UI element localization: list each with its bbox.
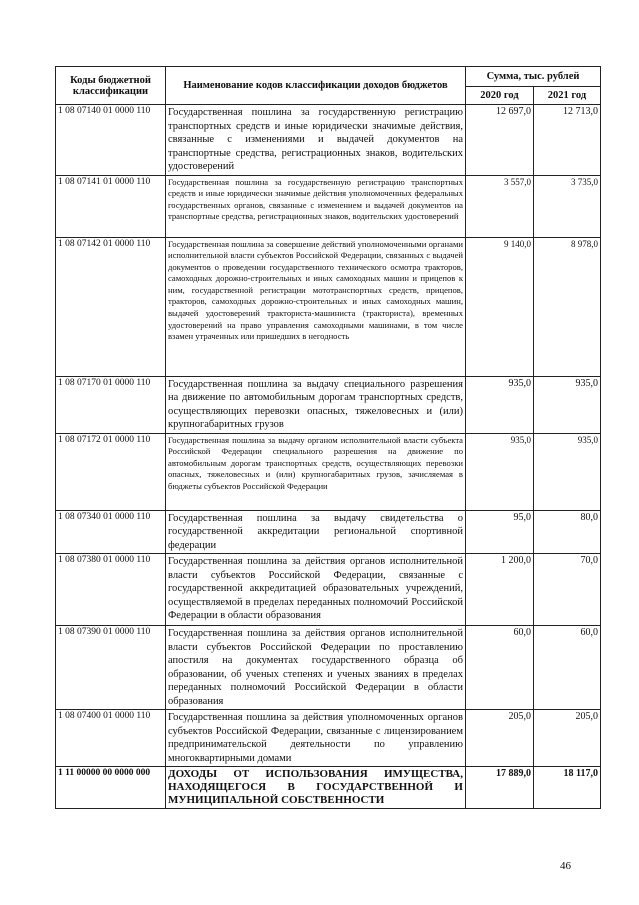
- table-row: [56, 237, 601, 376]
- row-code: 1 08 07170 01 0000 110: [56, 376, 166, 433]
- table-row: [56, 510, 601, 554]
- table-row: [56, 710, 601, 767]
- row-name: Государственная пошлина за государственную регистрацию транспортных средств и иные юридически значимые действия, связанные с изменениями и выдачей документов на транспортные средства, регистрационных знаков, водительских удостоверений: [166, 105, 466, 176]
- header-name: Наименование кодов классификации доходов бюджетов: [166, 67, 466, 105]
- row-name: Государственная пошлина за выдачу органом исполнительной власти субъекта Российской Федерации специального разрешения на движение по автомобильным дорогам транспортных средств, осуществляющих перевозки опасных, тяжеловесных и (или) крупногабаритных грузов, зачисляемая в бюджеты субъектов Российской Федерации: [166, 433, 466, 510]
- table-row: [56, 175, 601, 237]
- table-row: [56, 554, 601, 626]
- row-code: 1 08 07340 01 0000 110: [56, 510, 166, 554]
- row-name: Государственная пошлина за действия органов исполнительной власти субъектов Российской Федерации, связанные с государственной аккредитацией образовательных учреждений, осуществляемой в пределах переданных полномочий Российской Федерации в области образования: [166, 554, 466, 626]
- budget-revenue-table: [55, 66, 601, 809]
- row-value-2021: 205,0: [534, 710, 601, 767]
- row-value-2020: 60,0: [466, 626, 534, 710]
- row-value-2020: 1 200,0: [466, 554, 534, 626]
- row-value-2021: 935,0: [534, 433, 601, 510]
- row-value-2020: 3 557,0: [466, 175, 534, 237]
- header-sum: Сумма, тыс. рублей: [466, 67, 601, 87]
- row-value-2021: 935,0: [534, 376, 601, 433]
- table-row: [56, 105, 601, 176]
- page-number: 46: [560, 860, 571, 872]
- row-value-2021: 18 117,0: [534, 767, 601, 809]
- row-name: Государственная пошлина за действия органов исполнительной власти субъектов Российской Федерации по проставлению апостиля на документах государственного образца об образовании, об ученых степенях и ученых званиях в пределах переданных полномочий Российской Федерации в области образования: [166, 626, 466, 710]
- row-value-2021: 12 713,0: [534, 105, 601, 176]
- header-year-2021: 2021 год: [534, 87, 601, 105]
- row-value-2021: 3 735,0: [534, 175, 601, 237]
- row-name: Государственная пошлина за государственную регистрацию транспортных средств и иные юридически значимые действия уполномоченных федеральных государственных органов, связанные с изменением и выдачей документов на транспортные средства, регистрационных знаков, водительских удостоверений: [166, 175, 466, 237]
- table-row: [56, 433, 601, 510]
- row-code: 1 08 07390 01 0000 110: [56, 626, 166, 710]
- row-code: 1 11 00000 00 0000 000: [56, 767, 166, 809]
- header-year-2020: 2020 год: [466, 87, 534, 105]
- row-value-2020: 9 140,0: [466, 237, 534, 376]
- row-code: 1 08 07140 01 0000 110: [56, 105, 166, 176]
- row-code: 1 08 07141 01 0000 110: [56, 175, 166, 237]
- row-name: Государственная пошлина за выдачу специального разрешения на движение по автомобильным дорогам транспортных средств, осуществляющих перевозки опасных, тяжеловесных и (или) крупногабаритных грузов: [166, 376, 466, 433]
- row-code: 1 08 07400 01 0000 110: [56, 710, 166, 767]
- row-name: Государственная пошлина за действия уполномоченных органов субъектов Российской Федерации, связанные с лицензированием предпринимательской деятельности по управлению многоквартирными домами: [166, 710, 466, 767]
- row-name: ДОХОДЫ ОТ ИСПОЛЬЗОВАНИЯ ИМУЩЕСТВА, НАХОДЯЩЕГОСЯ В ГОСУДАРСТВЕННОЙ И МУНИЦИПАЛЬНОЙ СОБСТВЕННОСТИ: [166, 767, 466, 809]
- table-row-total: [56, 767, 601, 809]
- row-value-2020: 17 889,0: [466, 767, 534, 809]
- row-value-2020: 12 697,0: [466, 105, 534, 176]
- row-value-2020: 205,0: [466, 710, 534, 767]
- table-row: [56, 626, 601, 710]
- row-name: Государственная пошлина за совершение действий уполномоченными органами исполнительной власти субъектов Российской Федерации, связанных с выдачей документов о проведении государственного технического осмотра тракторов, самоходных дорожно-строительных и иных самоходных машин и прицепов к ним, государственной регистрации мототранспортных средств, прицепов, тракторов, самоходных дорожно-строительных и иных самоходных машин, выдачей удостоверений тракториста-машиниста (тракториста), временных удостоверений на право управления самоходными машинами, в том числе взамен утраченных или пришедших в негодность: [166, 237, 466, 376]
- table-row: [56, 376, 601, 433]
- header-codes: Коды бюджетной классификации: [56, 67, 166, 105]
- row-value-2021: 8 978,0: [534, 237, 601, 376]
- row-code: 1 08 07172 01 0000 110: [56, 433, 166, 510]
- row-value-2021: 80,0: [534, 510, 601, 554]
- row-value-2020: 935,0: [466, 433, 534, 510]
- row-name: Государственная пошлина за выдачу свидетельства о государственной аккредитации региональной спортивной федерации: [166, 510, 466, 554]
- row-code: 1 08 07142 01 0000 110: [56, 237, 166, 376]
- row-code: 1 08 07380 01 0000 110: [56, 554, 166, 626]
- row-value-2020: 935,0: [466, 376, 534, 433]
- row-value-2021: 70,0: [534, 554, 601, 626]
- row-value-2021: 60,0: [534, 626, 601, 710]
- row-value-2020: 95,0: [466, 510, 534, 554]
